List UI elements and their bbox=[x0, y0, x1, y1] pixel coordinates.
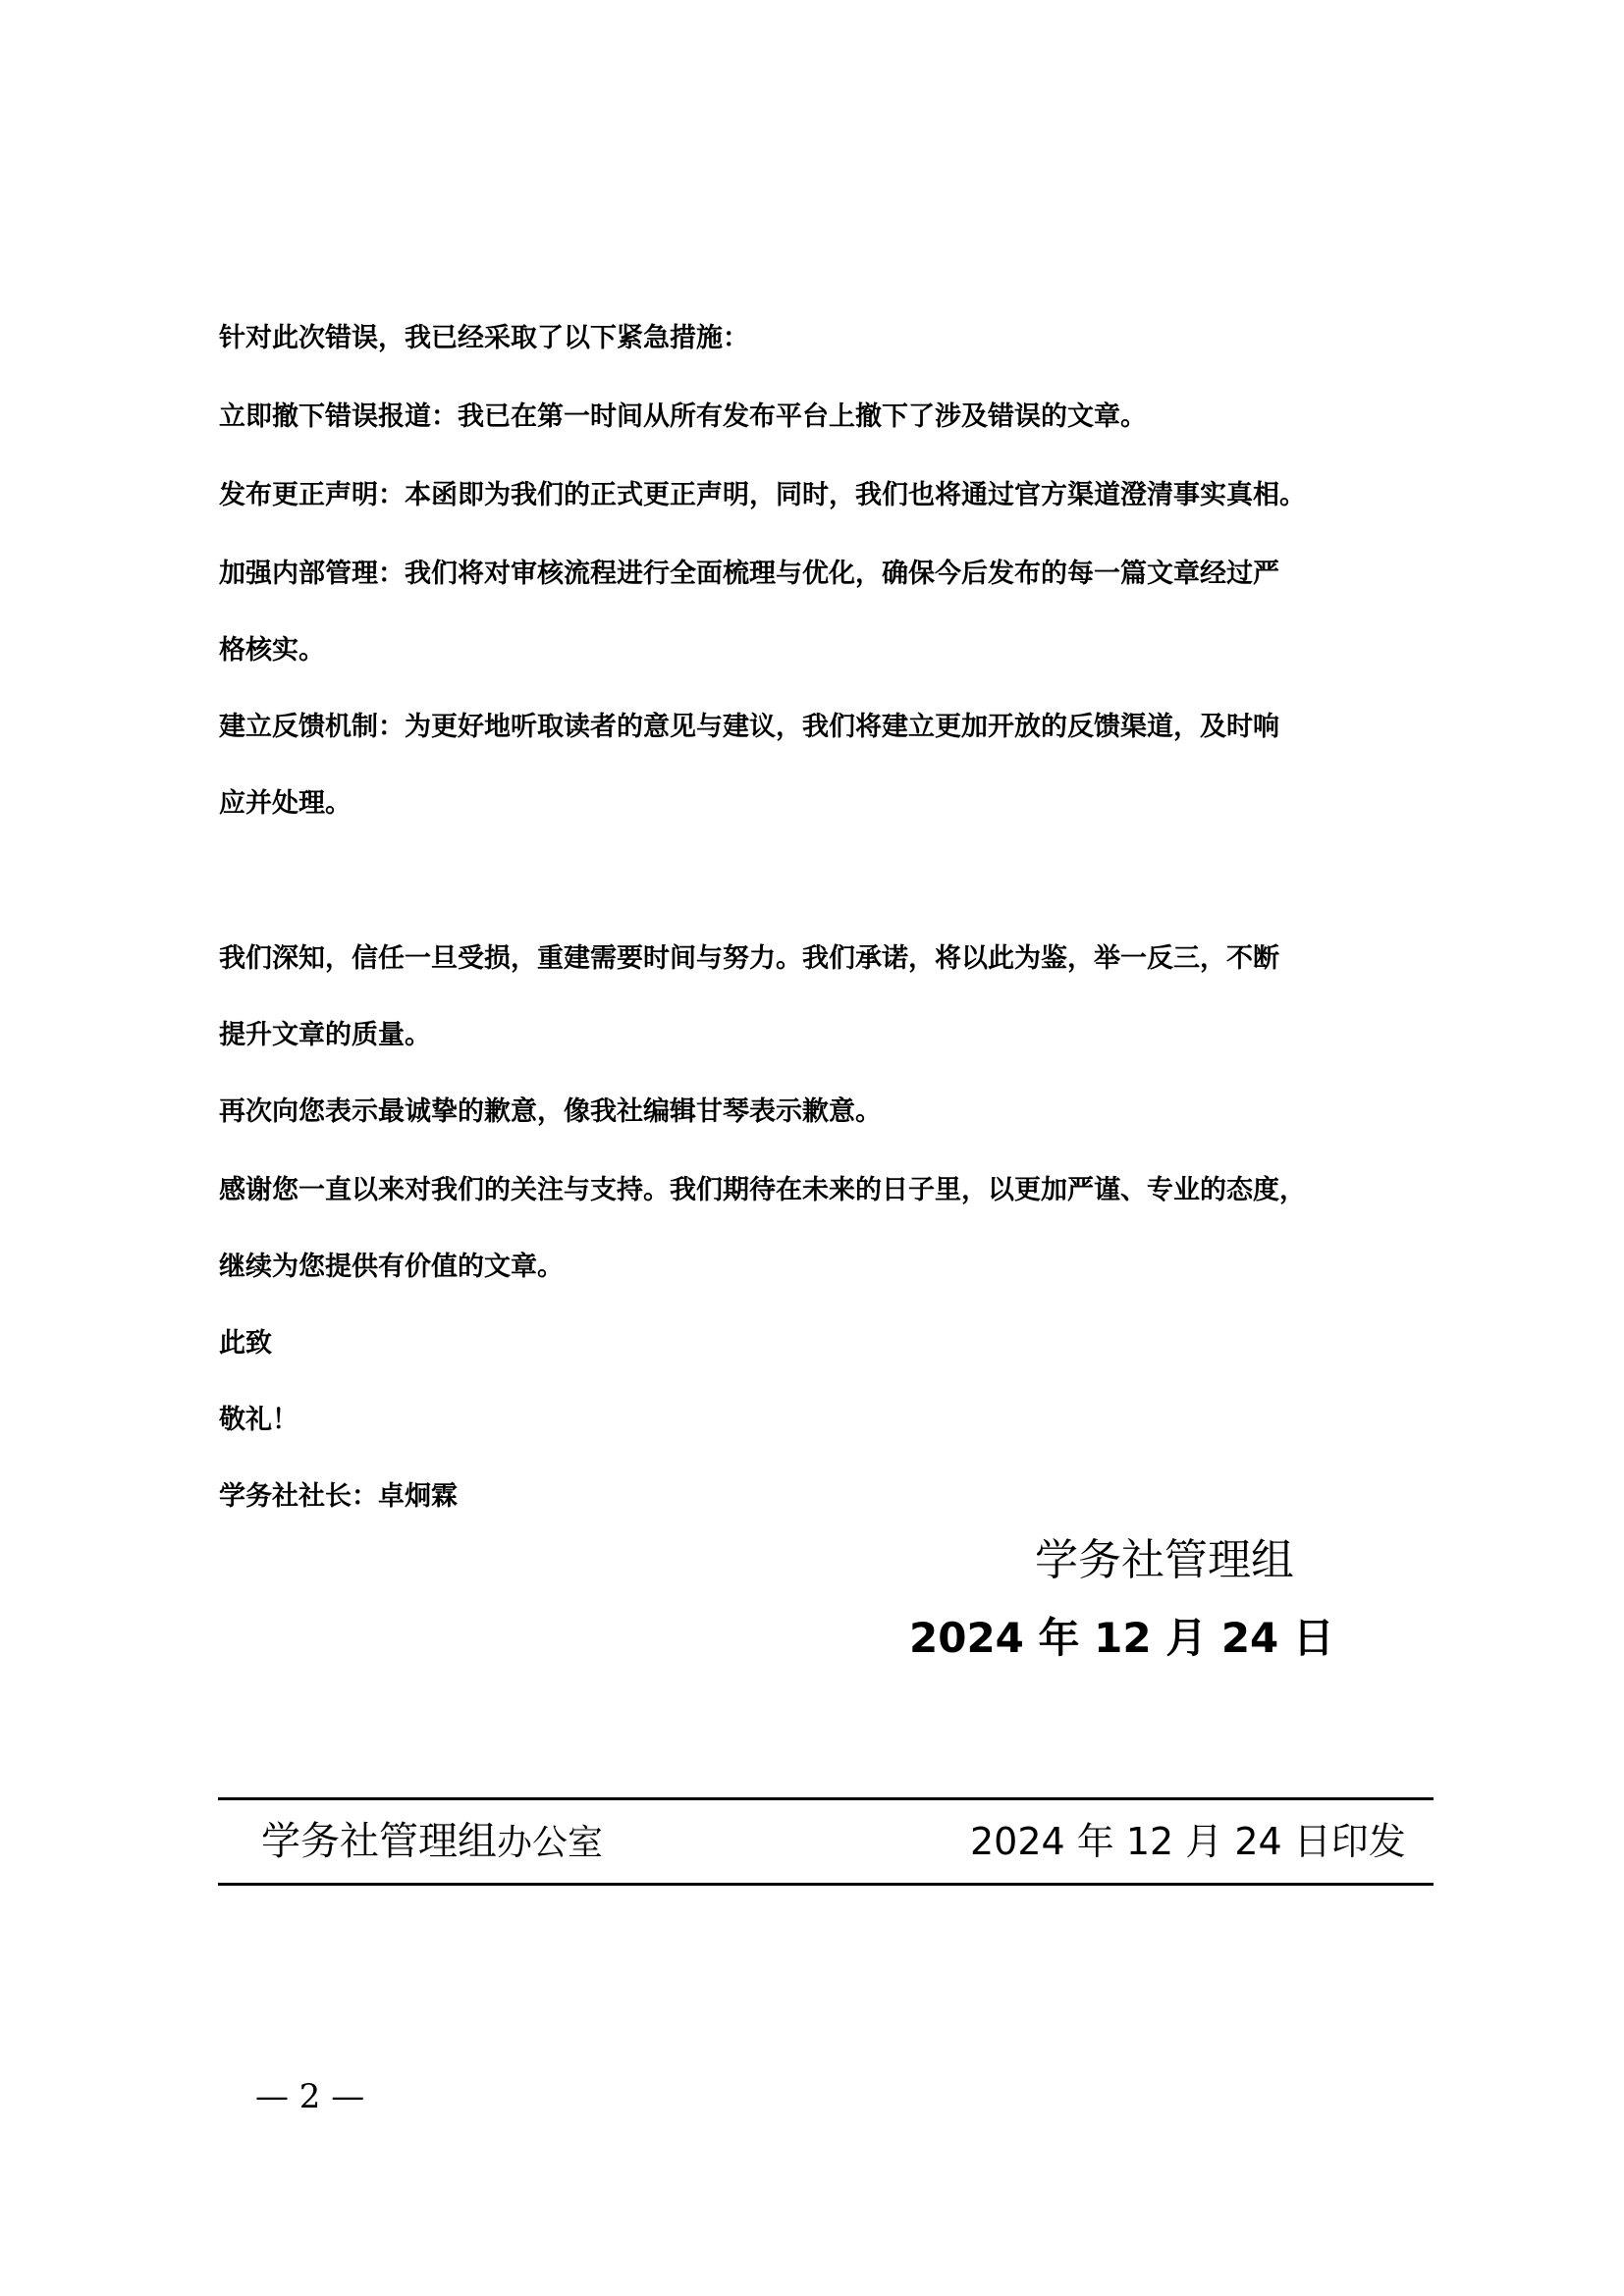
signatory: 学务社社长：卓炯霖 bbox=[219, 1481, 458, 1512]
apology-paragraph: 再次向您表示最诚挚的歉意，像我社编辑甘琴表示歉意。 bbox=[219, 1096, 882, 1127]
measure-withdraw-report: 立即撤下错误报道：我已在第一时间从所有发布平台上撤下了涉及错误的文章。 bbox=[219, 401, 1147, 432]
footer-issue-date: 2024 年 12 月 24 日印发 bbox=[970, 1820, 1406, 1863]
footer-bottom-rule bbox=[218, 1883, 1434, 1886]
commitment-paragraph: 我们深知，信任一旦受损，重建需要时间与努力。我们承诺，将以此为鉴，举一反三，不断 bbox=[219, 943, 1279, 974]
measure-feedback-mechanism: 建立反馈机制：为更好地听取读者的意见与建议，我们将建立更加开放的反馈渠道，及时响 bbox=[219, 712, 1279, 742]
page-number: — 2 — bbox=[255, 2077, 365, 2116]
closing-salutation: 此致 bbox=[219, 1328, 272, 1359]
measure-feedback-mechanism-cont: 应并处理。 bbox=[219, 788, 352, 819]
footer-top-rule bbox=[218, 1797, 1434, 1800]
thanks-paragraph-cont: 继续为您提供有价值的文章。 bbox=[219, 1252, 564, 1282]
footer-issuer-name: 学务社管理组 bbox=[261, 1819, 497, 1864]
signature-date: 2024 年 12 月 24 日 bbox=[909, 1614, 1334, 1662]
footer-issuer bbox=[261, 1818, 603, 1865]
commitment-paragraph-cont: 提升文章的质量。 bbox=[219, 1020, 431, 1050]
measure-internal-management-cont: 格核实。 bbox=[219, 635, 325, 666]
measures-intro: 针对此次错误，我已经采取了以下紧急措施： bbox=[219, 323, 749, 353]
thanks-paragraph: 感谢您一直以来对我们的关注与支持。我们期待在未来的日子里，以更加严谨、专业的态度， bbox=[219, 1175, 1306, 1205]
measure-internal-management: 加强内部管理：我们将对审核流程进行全面梳理与优化，确保今后发布的每一篇文章经过严 bbox=[219, 559, 1279, 589]
footer-issuer-office: 办公室 bbox=[497, 1823, 604, 1863]
signature-organization: 学务社管理组 bbox=[1035, 1535, 1294, 1585]
measure-correction-statement: 发布更正声明：本函即为我们的正式更正声明，同时，我们也将通过官方渠道澄清事实真相。 bbox=[219, 480, 1306, 510]
closing-regards: 敬礼！ bbox=[219, 1405, 298, 1435]
